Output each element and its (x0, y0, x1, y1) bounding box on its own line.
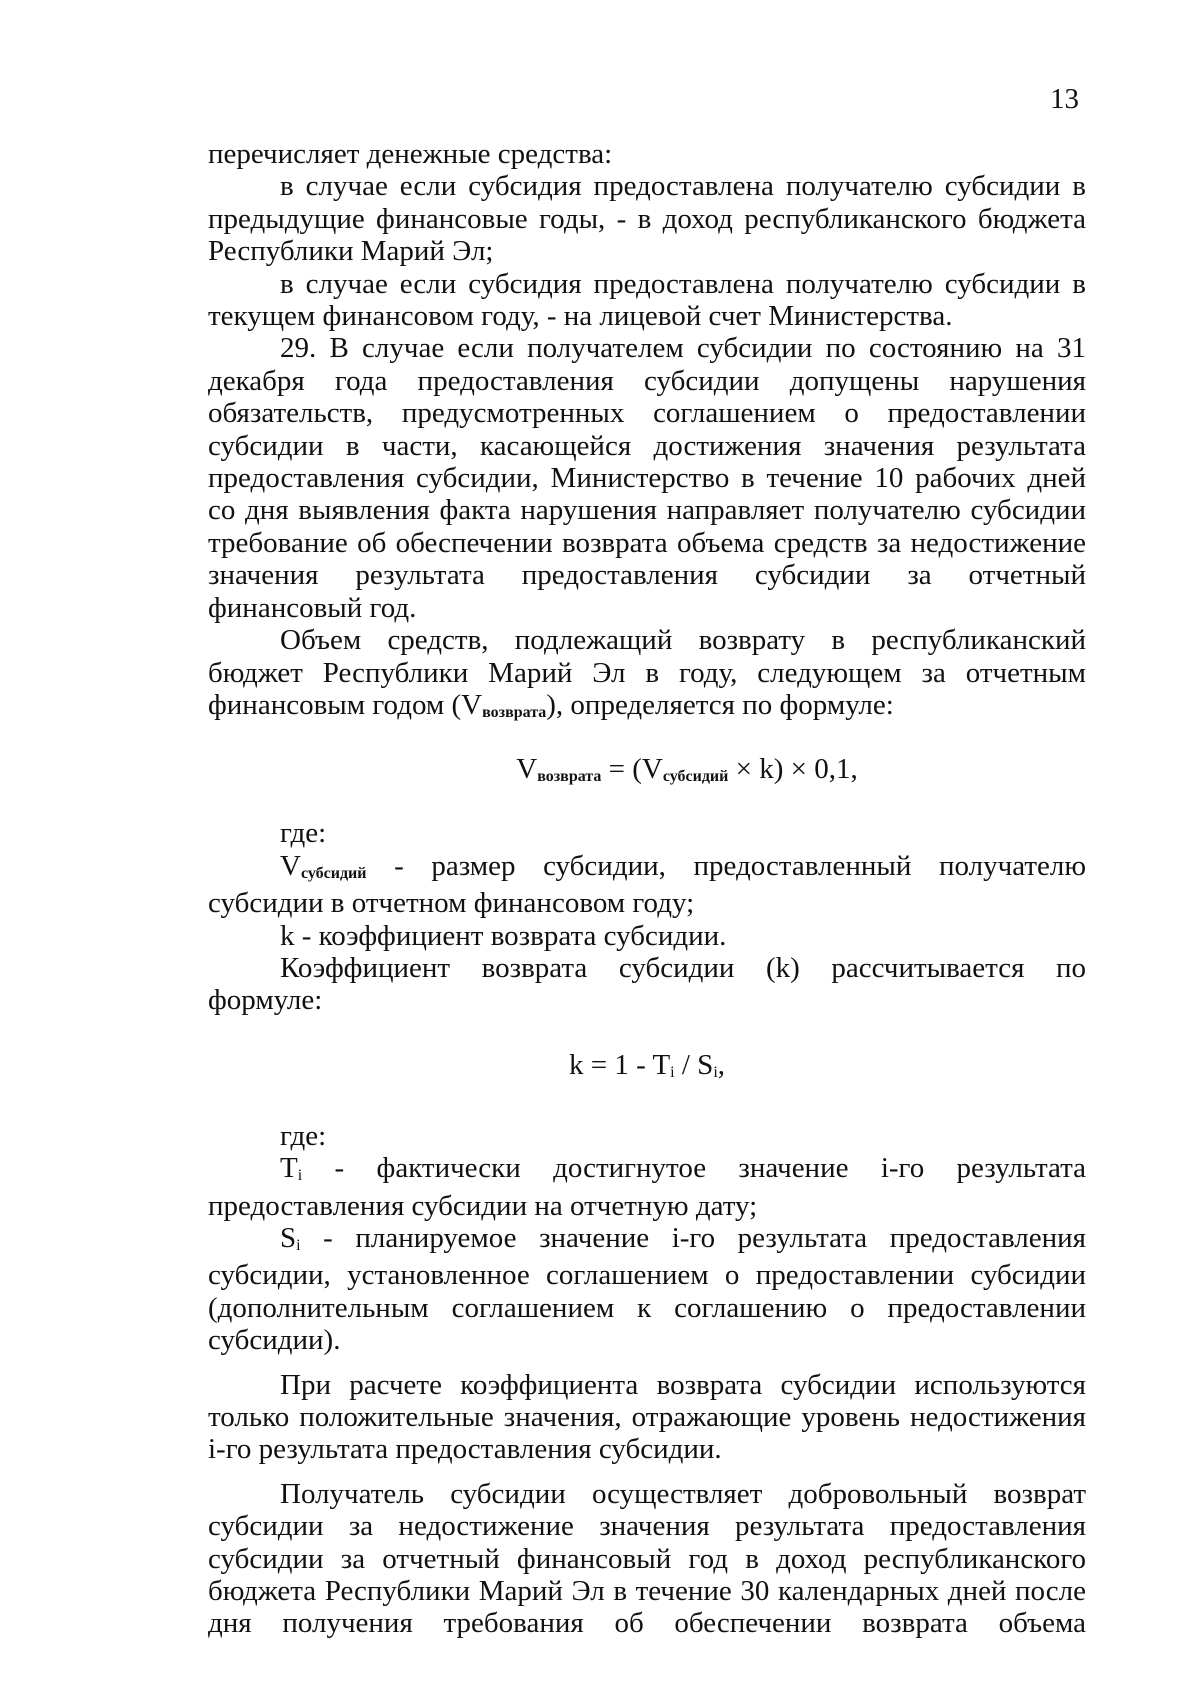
paragraph: где: (280, 1119, 327, 1152)
formula-part: , (717, 1048, 726, 1081)
spacer (208, 1357, 1086, 1369)
definition (208, 1152, 1086, 1222)
symbol: V (280, 849, 301, 882)
definition-text: - размер субсидии, предоставленный получателю субсидии в отчетном финансовом году; (208, 849, 1086, 920)
definition (208, 1222, 1086, 1357)
formula-part: × k) × 0,1, (728, 753, 858, 786)
formula-part: V (516, 753, 538, 786)
definition: k - коэффициент возврата субсидии. (280, 919, 727, 952)
spacer (208, 1466, 1086, 1478)
subscript: субсидий (300, 864, 367, 882)
paragraph: в случае если субсидия предоставлена получателю субсидии в текущем финансовом году, - на лицевой счет Министерства. (208, 267, 1086, 333)
definition (208, 850, 1086, 920)
formula-part: k = 1 - T (568, 1048, 671, 1081)
paragraph: в случае если субсидия предоставлена получателю субсидии в предыдущие финансовые годы, - в доход республиканского бюджета Республики Марий Эл; (208, 170, 1086, 268)
paragraph: где: (280, 817, 327, 850)
paragraph: перечисляет денежные средства: (208, 138, 613, 170)
document-body (208, 138, 1086, 1640)
subscript: i (296, 1236, 301, 1254)
definition-text: - фактически достигнутое значение i-го результата предоставления субсидии на отчетную дату; (208, 1152, 1086, 1222)
paragraph: Получатель субсидии осуществляет добровольный возврат субсидии за недостижение значения результата предоставления субсидии за отчетный финансовый год в доход республиканского бюджета Республики Марий Эл в течение 30 календарных дней после дня получения требования об обеспечении возврата объема (208, 1477, 1086, 1640)
paragraph: 29. В случае если получателем субсидии по состоянию на 31 декабря года предоставления субсидии допущены нарушения обязательств, предусмотренных соглашением о предоставлении субсидии в части, касающейся достижения значения результата предоставления субсидии, Министерство в течение 10 рабочих дней со дня выявления факта нарушения направляет получателю субсидии требование об обеспечении возврата объема средств за недостижение значения результата предоставления субсидии за отчетный финансовый год. (208, 332, 1086, 624)
text-run: ), определяется по формуле: (546, 688, 894, 721)
subscript: i (670, 1063, 675, 1081)
subscript: i (713, 1063, 718, 1081)
symbol: T (280, 1152, 298, 1185)
subscript: возврата (537, 768, 602, 786)
subscript: i (297, 1167, 303, 1185)
paragraph: При расчете коэффициента возврата субсидии используются только положительные значения, отражающие уровень недостижения i-го результата предоставления субсидии. (208, 1368, 1086, 1466)
subscript: возврата (482, 703, 547, 721)
subscript: субсидий (662, 768, 729, 786)
formula-coefficient (208, 1049, 1086, 1086)
page-number: 13 (1050, 83, 1079, 115)
definition-text: - планируемое значение i-го результата предоставления субсидии, установленное соглашением о предоставлении субсидии (дополнительным соглашением к соглашению о предоставлении субсидии). (208, 1221, 1086, 1357)
paragraph (208, 624, 1086, 726)
paragraph: Коэффициент возврата субсидии (k) рассчитывается по формуле: (208, 951, 1086, 1017)
formula-return-volume (208, 753, 1086, 790)
text-run: Объем средств, подлежащий возврату в республиканский бюджет Республики Марий Эл в году, следующем за отчетным финансовым годом (V (208, 624, 1086, 721)
symbol: S (280, 1221, 297, 1254)
formula-part: / S (674, 1048, 714, 1081)
formula-part: = (V (601, 753, 663, 786)
